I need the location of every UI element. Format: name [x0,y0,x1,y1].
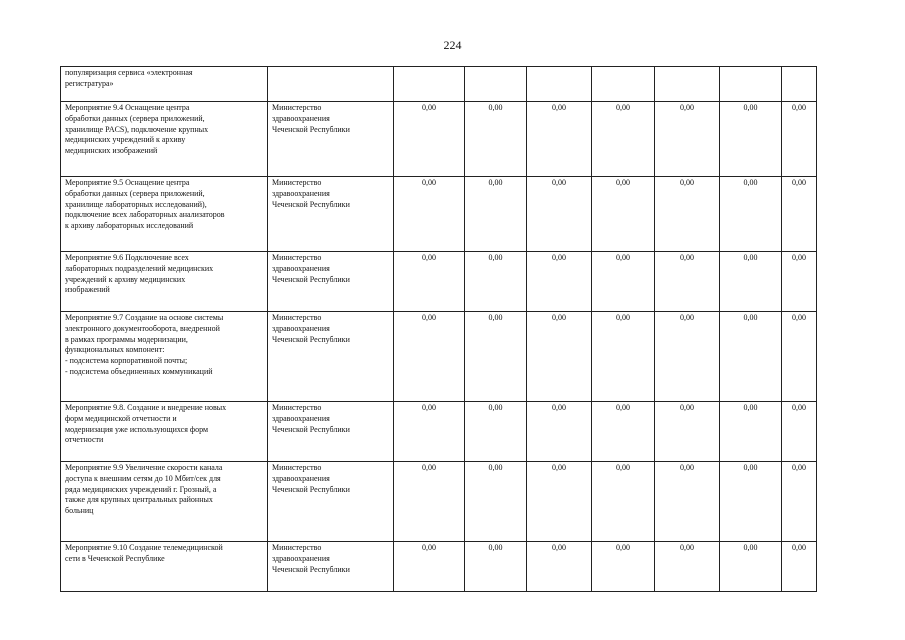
activity-cell [61,402,268,462]
activity-text-line: отчетности [65,435,104,445]
executor-cell [268,177,394,252]
value-cell: 0,00 [592,462,655,542]
executor-cell [268,67,394,102]
value-cell: 0,00 [465,542,527,592]
table-row [61,67,817,102]
executor-text-line: Министерство [272,178,322,187]
value-cell: 0,00 [394,177,465,252]
value-cell [394,67,465,102]
executor-cell [268,402,394,462]
value-cell: 0,00 [465,462,527,542]
value-cell: 0,00 [720,102,782,177]
value-cell: 0,00 [782,542,817,592]
value-cell: 0,00 [592,177,655,252]
activity-cell [61,312,268,402]
executor-text-line: Чеченской Республики [272,124,350,134]
value-cell: 0,00 [720,402,782,462]
activity-text-line: лабораторных подразделений медицинских [65,263,214,273]
value-cell: 0,00 [782,102,817,177]
executor-cell [268,312,394,402]
value-cell [720,67,782,102]
activity-text-line: обработки данных (сервера приложений, [65,188,205,198]
activity-text-line: регистратура» [65,78,114,88]
executor-text-line: Министерство [272,403,322,412]
activity-text-line: подключение всех лабораторных анализаторов [65,210,225,220]
value-cell: 0,00 [527,252,592,312]
value-cell: 0,00 [592,542,655,592]
activity-text-line: хранилище лабораторных исследований), [65,199,207,209]
executor-text-line: Чеченской Республики [272,424,350,434]
value-cell: 0,00 [394,312,465,402]
table-row [61,177,817,252]
activity-text-line: Мероприятие 9.4 Оснащение центра [65,103,190,112]
executor-text-line: Министерство [272,543,322,552]
activity-cell [61,542,268,592]
value-cell: 0,00 [782,252,817,312]
activity-text-line: больниц [65,506,94,516]
value-cell: 0,00 [655,177,720,252]
value-cell: 0,00 [465,402,527,462]
value-cell: 0,00 [782,177,817,252]
activity-cell [61,252,268,312]
value-cell: 0,00 [592,402,655,462]
value-cell: 0,00 [782,462,817,542]
executor-text-line: здравоохранения [272,323,330,333]
value-cell [527,67,592,102]
executor-text-line: здравоохранения [272,473,330,483]
activity-text-line: доступа к внешним сетям до 10 Мбит/сек для [65,473,221,483]
activity-text-line: Мероприятие 9.8. Создание и внедрение новых [65,403,227,412]
activity-cell [61,67,268,102]
activity-text-line: медицинских изображений [65,146,158,156]
table-row [61,542,817,592]
value-cell [655,67,720,102]
activity-text-line: Мероприятие 9.6 Подключение всех [65,253,189,262]
executor-text-line: Чеченской Республики [272,334,350,344]
activity-text-line: к архиву лабораторных исследований [65,221,194,231]
value-cell: 0,00 [394,542,465,592]
value-cell: 0,00 [465,312,527,402]
table-row [61,102,817,177]
value-cell: 0,00 [782,312,817,402]
executor-text-line: Министерство [272,463,322,472]
executor-text-line: здравоохранения [272,413,330,423]
value-cell: 0,00 [527,402,592,462]
value-cell: 0,00 [465,177,527,252]
value-cell: 0,00 [720,177,782,252]
activity-cell [61,462,268,542]
activity-cell [61,102,268,177]
activity-text-line: сети в Чеченской Республике [65,553,165,563]
value-cell: 0,00 [655,102,720,177]
value-cell: 0,00 [394,462,465,542]
value-cell: 0,00 [527,177,592,252]
value-cell: 0,00 [592,102,655,177]
activity-text-line: Мероприятие 9.10 Создание телемедицинской [65,543,223,552]
value-cell [465,67,527,102]
executor-text-line: Чеченской Республики [272,564,350,574]
activity-text-line: электронного документооборота, внедренной [65,323,220,333]
value-cell: 0,00 [592,252,655,312]
executor-text-line: здравоохранения [272,553,330,563]
value-cell [782,67,817,102]
value-cell: 0,00 [720,312,782,402]
activity-text-line: учреждений к архиву медицинских [65,274,186,284]
activity-text-line: популяризация сервиса «электронная [65,68,193,77]
value-cell: 0,00 [655,402,720,462]
activity-text-line: Мероприятие 9.5 Оснащение центра [65,178,190,187]
executor-text-line: Чеченской Республики [272,484,350,494]
table-row [61,462,817,542]
value-cell: 0,00 [655,462,720,542]
activity-text-line: функциональных компонент: [65,345,165,355]
value-cell: 0,00 [655,252,720,312]
table-row [61,252,817,312]
value-cell: 0,00 [527,542,592,592]
value-cell: 0,00 [655,542,720,592]
executor-text-line: Министерство [272,253,322,262]
value-cell: 0,00 [527,462,592,542]
executor-cell [268,462,394,542]
table-row [61,312,817,402]
executor-cell [268,102,394,177]
activity-text-line: Мероприятие 9.9 Увеличение скорости канала [65,463,223,472]
value-cell: 0,00 [655,312,720,402]
activity-text-line: изображений [65,285,110,295]
value-cell [592,67,655,102]
value-cell: 0,00 [720,462,782,542]
executor-text-line: Чеченской Республики [272,274,350,284]
executor-text-line: Министерство [272,313,322,322]
value-cell: 0,00 [720,542,782,592]
activity-text-line: модернизация уже использующихся форм [65,424,209,434]
value-cell: 0,00 [782,402,817,462]
activity-cell [61,177,268,252]
value-cell: 0,00 [394,102,465,177]
activity-text-line: хранилище PACS), подключение крупных [65,124,209,134]
activity-text-line: в рамках программы модернизации, [65,334,188,344]
executor-text-line: Министерство [272,103,322,112]
activity-text-line: - подсистема корпоративной почты; [65,356,188,366]
executor-text-line: Чеченской Республики [272,199,350,209]
value-cell: 0,00 [465,252,527,312]
activity-text-line: ряда медицинских учреждений г. Грозный, а [65,484,217,494]
activity-text-line: медицинских учреждений к архиву [65,135,186,145]
activity-text-line: форм медицинской отчетности и [65,413,177,423]
executor-cell [268,252,394,312]
value-cell: 0,00 [465,102,527,177]
value-cell: 0,00 [394,402,465,462]
activity-text-line: - подсистема объединенных коммуникаций [65,366,213,376]
executor-text-line: здравоохранения [272,113,330,123]
value-cell: 0,00 [527,312,592,402]
value-cell: 0,00 [394,252,465,312]
table-row [61,402,817,462]
activity-text-line: Мероприятие 9.7 Создание на основе системы [65,313,224,322]
executor-text-line: здравоохранения [272,263,330,273]
value-cell: 0,00 [527,102,592,177]
value-cell: 0,00 [592,312,655,402]
activity-text-line: также для крупных центральных районных [65,495,213,505]
executor-cell [268,542,394,592]
executor-text-line: здравоохранения [272,188,330,198]
value-cell: 0,00 [720,252,782,312]
page-number: 224 [443,38,462,52]
activity-text-line: обработки данных (сервера приложений, [65,113,205,123]
activities-table [60,66,817,592]
